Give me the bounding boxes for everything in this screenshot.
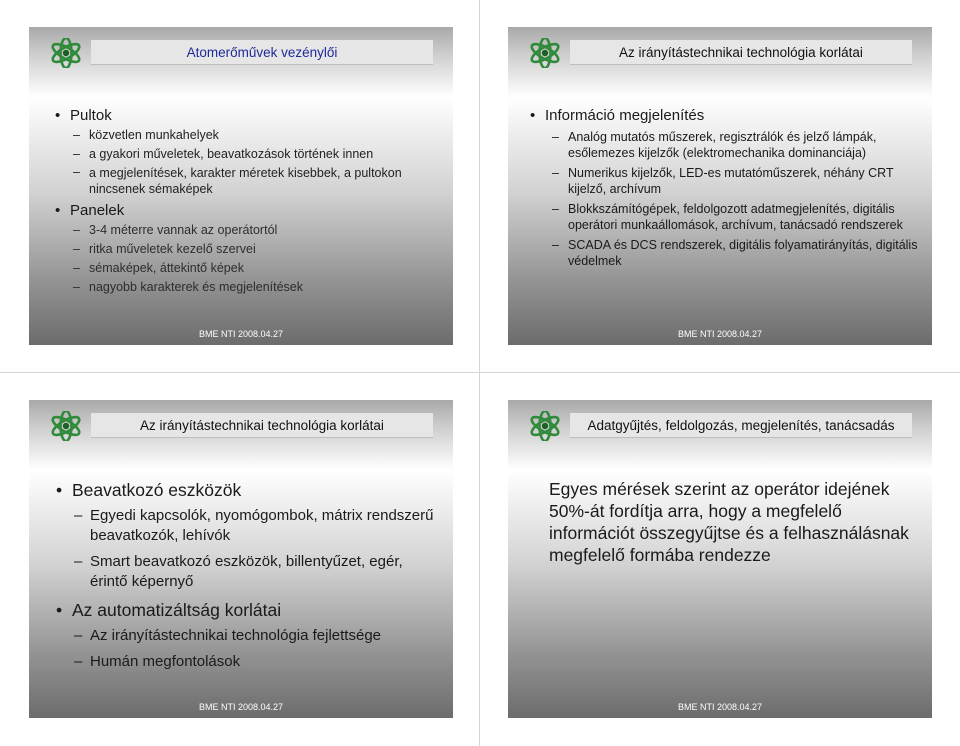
sub-bullet-item: – Az irányítástechnikai technológia fejlettsége [56,626,439,646]
slide-title: Atomerőművek vezénylői [91,40,433,65]
sub-bullet-item: – nagyobb karakterek és megjelenítések [55,278,439,297]
sub-bullet-item: – Smart beavatkozó eszközök, billentyűzet, egér, érintő képernyő [56,552,439,592]
bullet-item: • Információ megjelenítés [530,106,918,126]
slide-4 [508,400,932,718]
sub-bullet-item: – Egyedi kapcsolók, nyomógombok, mátrix rendszerű beavatkozók, lehívók [56,506,439,546]
sub-bullet-item: – ritka műveletek kezelő szervei [55,240,439,259]
bullet-item: • Panelek [55,201,439,221]
atom-logo-icon [49,38,83,68]
slide-footer: BME NTI 2008.04.27 [198,702,284,712]
slide-footer: BME NTI 2008.04.27 [677,329,763,339]
slide-content [56,478,439,678]
slide-content [55,104,439,297]
bullet-item: • Az automatizáltság korlátai [56,598,439,622]
sub-bullet-item: – Humán megfontolások [56,652,439,672]
page-separator-horizontal [0,372,960,373]
sub-bullet-item: – sémaképek, áttekintő képek [55,259,439,278]
sub-bullet-item: – Numerikus kijelzők, LED-es mutatóműszerek, néhány CRT kijelző, archívum [530,166,918,197]
page-separator-vertical [479,0,480,746]
slide-title: Az irányítástechnikai technológia korlátai [91,413,433,438]
sub-bullet-item: – a gyakori műveletek, beavatkozások történek innen [55,145,439,164]
sub-bullet-item: – Analóg mutatós műszerek, regisztrálók és jelző lámpák, esőlemezes kijelzők (elektromechanika dominanciája) [530,130,918,161]
bullet-item: • Pultok [55,106,439,126]
slide-body-text: Egyes mérések szerint az operátor idejének 50%-át fordítja arra, hogy a megfelelő információt összegyűjtse és a felhasználásnak megfelelő formába rendezze [549,479,909,565]
slide-footer: BME NTI 2008.04.27 [198,329,284,339]
atom-logo-icon [528,38,562,68]
slide-title: Adatgyűjtés, feldolgozás, megjelenítés, tanácsadás [570,413,912,438]
slide-1 [29,27,453,345]
sub-bullet-item: – közvetlen munkahelyek [55,126,439,145]
slide-3 [29,400,453,718]
sub-bullet-item: – a megjelenítések, karakter méretek kisebbek, a pultokon nincsenek sémaképek [55,164,439,199]
slide-2 [508,27,932,345]
sub-bullet-item: – 3-4 méterre vannak az operátortól [55,221,439,240]
bullet-item: • Beavatkozó eszközök [56,478,439,502]
sub-bullet-item: – Blokkszámítógépek, feldolgozott adatmegjelenítés, digitális operátori munkaállomások, archívum, tanácsadó rendszerek [530,202,918,233]
slide-title: Az irányítástechnikai technológia korlátai [570,40,912,65]
atom-logo-icon [49,411,83,441]
sub-bullet-item: – SCADA és DCS rendszerek, digitális folyamatirányítás, digitális védelmek [530,238,918,269]
slide-footer: BME NTI 2008.04.27 [677,702,763,712]
slide-content [530,106,918,274]
atom-logo-icon [528,411,562,441]
